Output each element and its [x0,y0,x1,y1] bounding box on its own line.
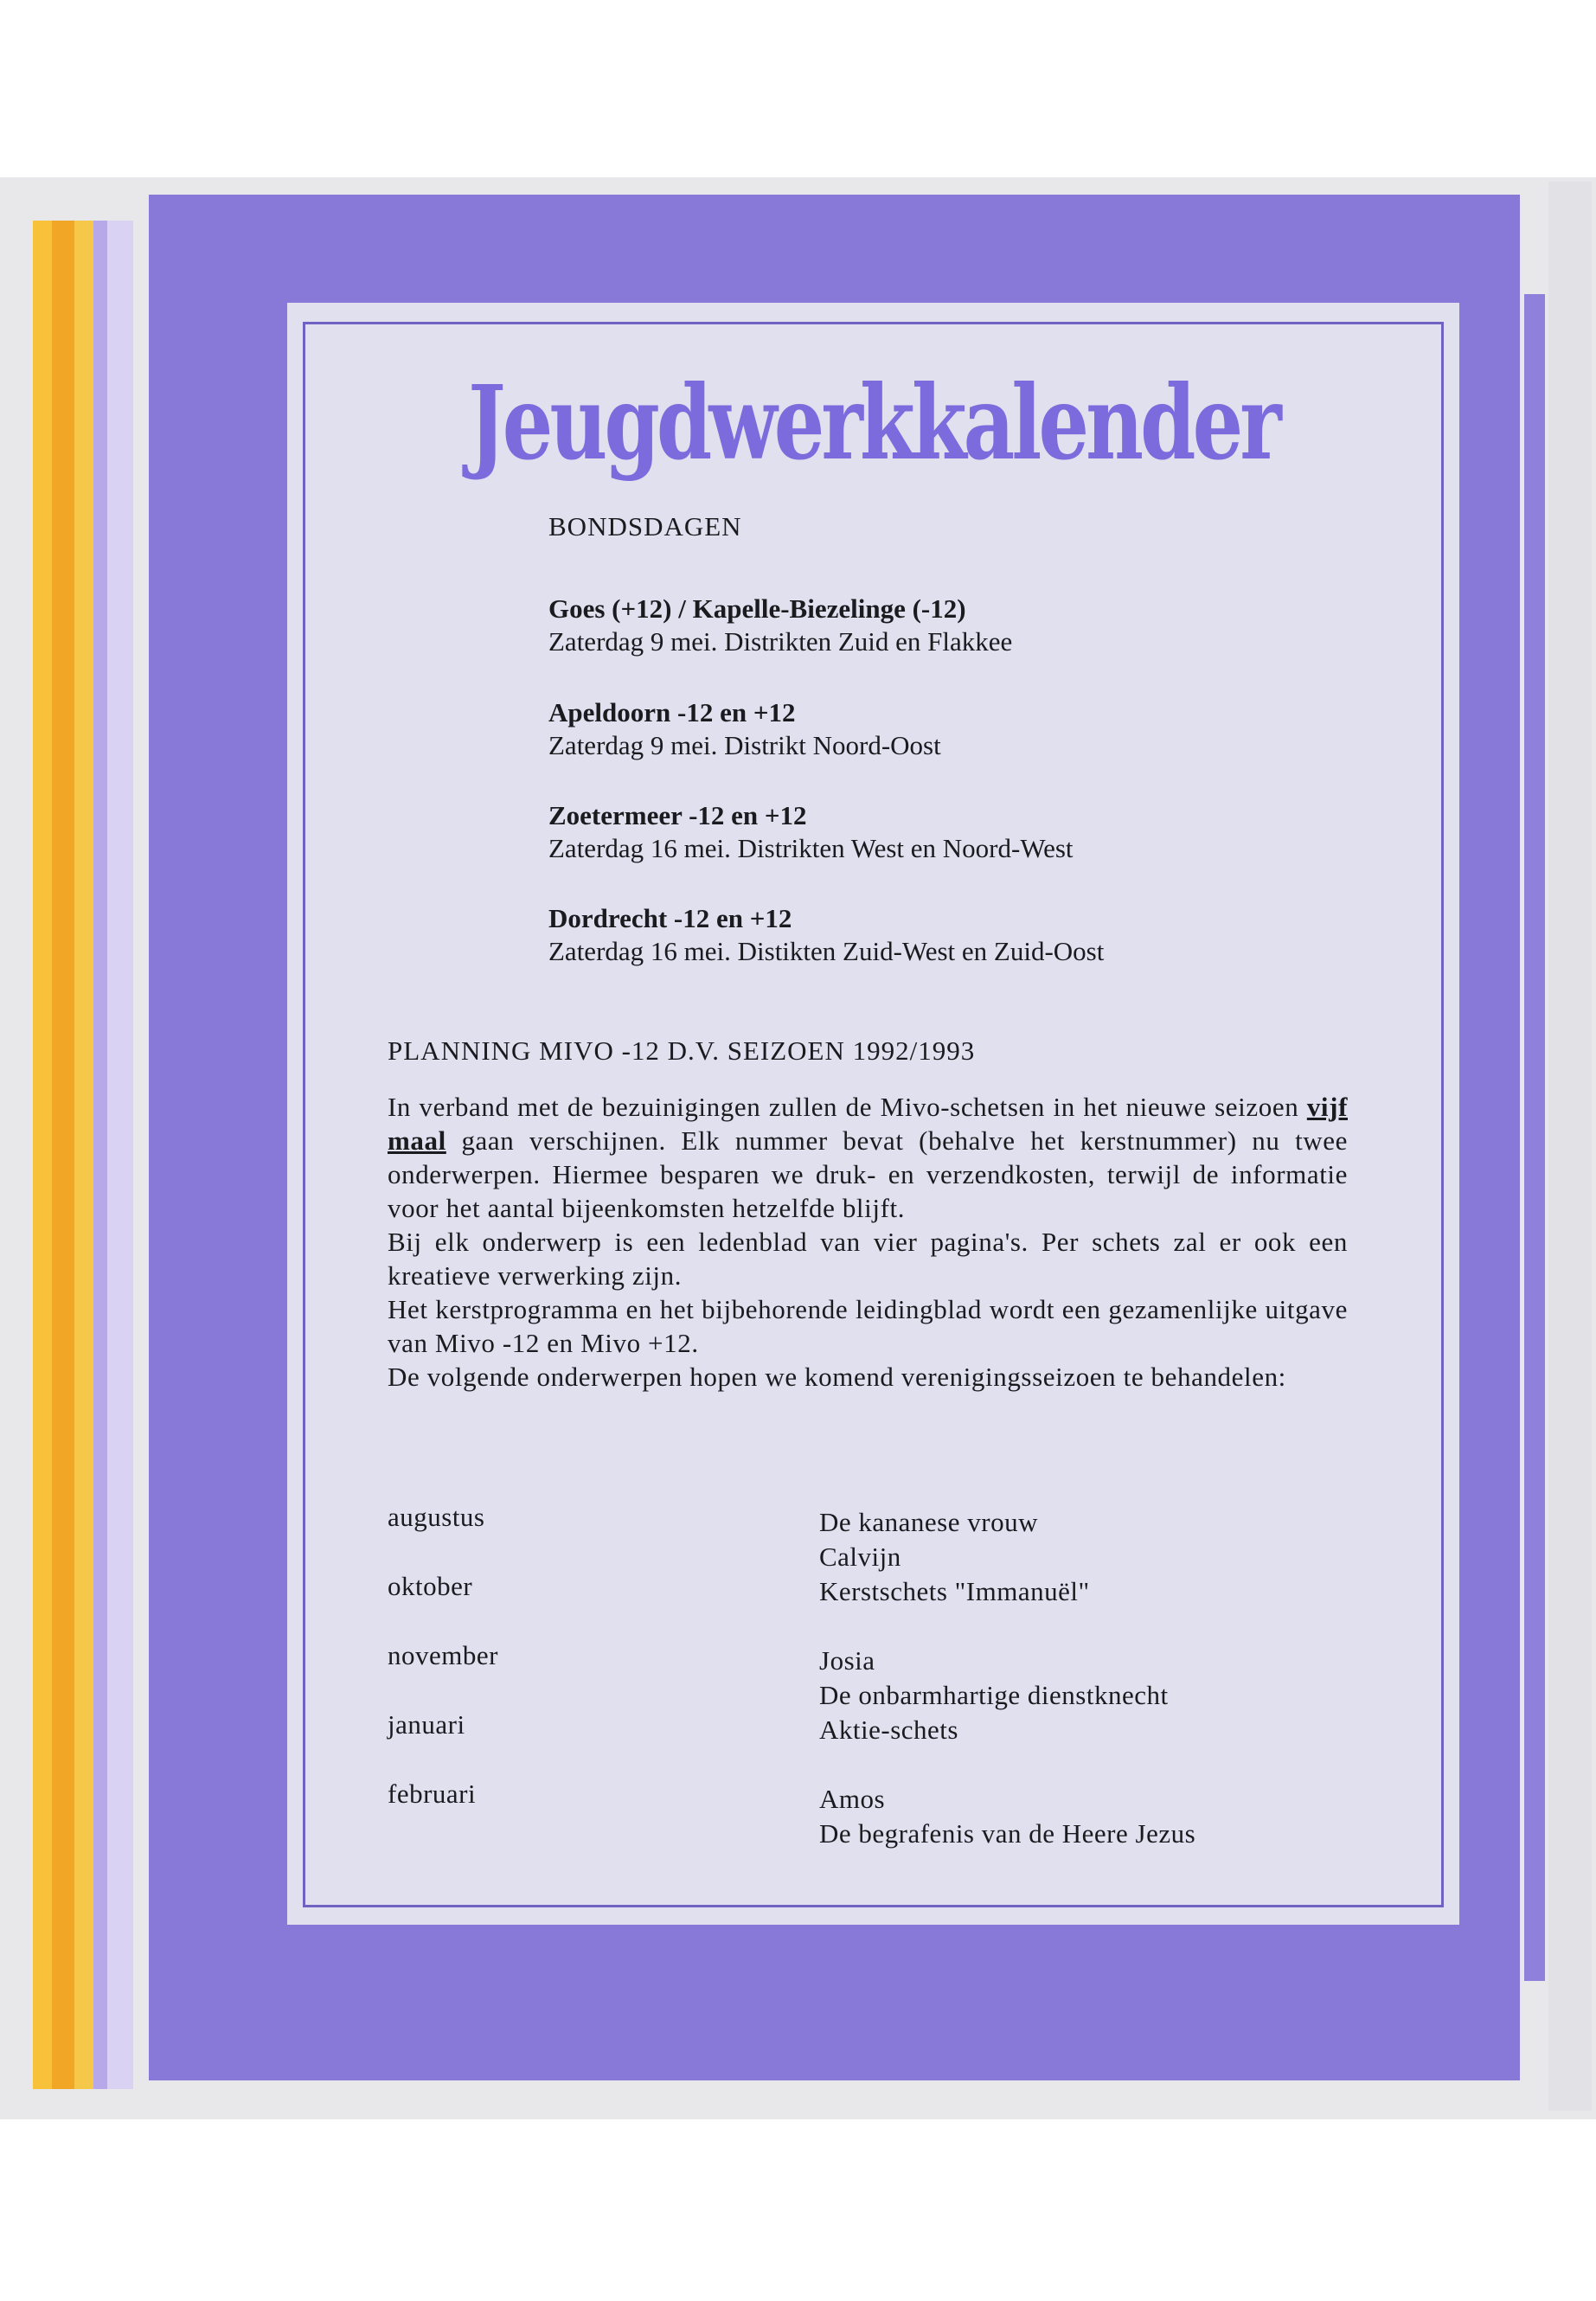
topic-item: Kerstschets "Immanuël" [819,1576,1090,1606]
event-detail: Zaterdag 16 mei. Distrikten West en Noord-West [548,833,1074,863]
booklet-page [149,195,1520,2080]
planning-body [388,1090,1348,1394]
event-title: Goes (+12) / Kapelle-Biezelinge (-12) [548,593,966,624]
page-edge-yellow [33,221,52,2089]
event-detail: Zaterdag 16 mei. Distikten Zuid-West en Zuid-Oost [548,936,1105,966]
month-label: februari [388,1779,477,1809]
topic-item: Aktie-schets [819,1715,958,1745]
topic-item: Josia [819,1645,875,1676]
paragraph: Bij elk onderwerp is een ledenblad van vier pagina's. Per schets zal er ook een kreatieve verwerking zijn. [388,1227,1348,1291]
emphasis-text: vijf maal [388,1092,1348,1156]
topic-item: Amos [819,1784,886,1814]
page-edge-lilac [93,221,107,2089]
planning-heading: PLANNING MIVO -12 D.V. SEIZOEN 1992/1993 [388,1035,976,1066]
page-edge-yellow-light [74,221,93,2089]
event-title: Apeldoorn -12 en +12 [548,697,796,727]
paragraph-text: In verband met de bezuinigingen zullen de Mivo-schetsen in het nieuwe seizoen [388,1092,1307,1122]
paragraph-text: gaan verschijnen. Elk nummer bevat (behalve het kerstnummer) nu twee onderwerpen. Hiermee besparen we druk- en verzendkosten, terwijl de informatie voor het aantal bijeenkomsten hetzelfde blijft. [388,1125,1348,1223]
event-detail: Zaterdag 9 mei. Distrikt Noord-Oost [548,730,941,760]
month-label: augustus [388,1502,485,1532]
event-title: Dordrecht -12 en +12 [548,903,792,933]
paragraph: De volgende onderwerpen hopen we komend verenigingsseizoen te behandelen: [388,1362,1286,1392]
month-label: januari [388,1709,465,1740]
topic-item: De onbarmhartige dienstknecht [819,1680,1169,1710]
event-detail: Zaterdag 9 mei. Distrikten Zuid en Flakkee [548,626,1013,657]
paragraph: Het kerstprogramma en het bijbehorende leidingblad wordt een gezamenlijke uitgave van Mivo -12 en Mivo +12. [388,1294,1348,1358]
bondsdagen-heading: BONDSDAGEN [548,511,742,542]
topic-item: De begrafenis van de Heere Jezus [819,1818,1196,1849]
page-edge-orange [52,221,74,2089]
content-panel [287,303,1459,1925]
topic-item: De kananese vrouw [819,1507,1038,1537]
month-label: november [388,1640,498,1670]
event-title: Zoetermeer -12 en +12 [548,800,807,830]
page-edge-right [1524,294,1545,1981]
topic-item: Calvijn [819,1541,901,1572]
month-label: oktober [388,1571,473,1601]
paragraph [388,1090,1348,1225]
page-title: Jeugdwerkkalender [468,362,1279,483]
page-edge-pale [107,221,133,2089]
scan-right-margin [1548,182,1592,2111]
